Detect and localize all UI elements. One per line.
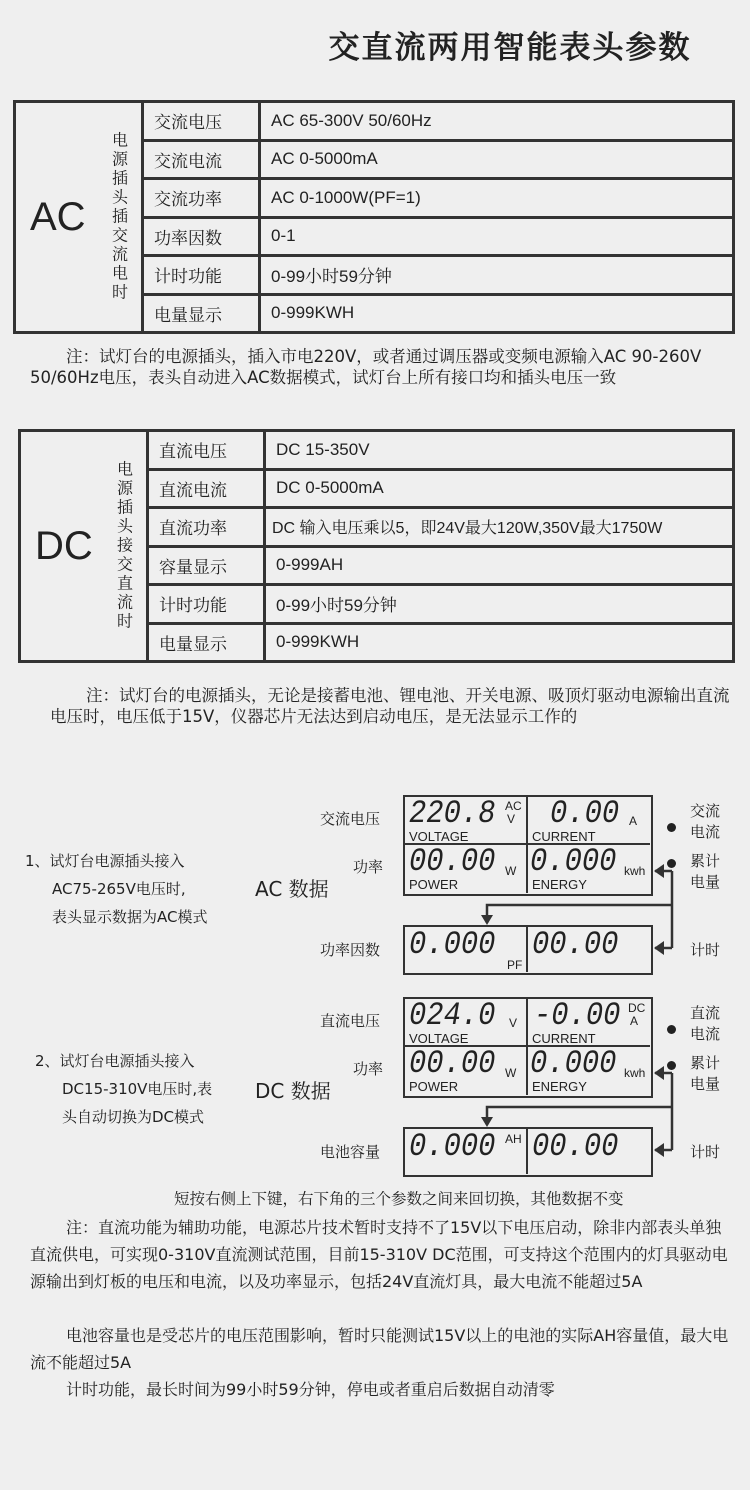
caption: ENERGY: [532, 877, 587, 892]
table-row: [15, 102, 734, 141]
label: 电量: [690, 1075, 721, 1093]
caption: POWER: [409, 1079, 459, 1094]
switch-arrows: [0, 997, 750, 1182]
caption: VOLTAGE: [409, 1031, 469, 1046]
timer-value: 00.00: [532, 1128, 619, 1165]
dc-diagram: [0, 997, 750, 1182]
row-label: 直流电压: [148, 431, 265, 470]
arrow-icon: [481, 1066, 664, 1157]
row-label: 功率因数: [143, 217, 260, 256]
voltage-value: 024.0: [409, 997, 496, 1034]
switch-note: 短按右侧上下键，右下角的三个参数之间来回切换，其他数据不变: [174, 1190, 624, 1208]
desc-line: 1、试灯台电源插头接入: [25, 852, 185, 870]
mode-label: DC: [35, 523, 93, 568]
voltage-value: 220.8: [409, 795, 496, 832]
row-value: DC 0-5000mA: [265, 469, 734, 508]
energy-value: 0.000: [530, 843, 617, 880]
unit: kwh: [624, 1066, 646, 1080]
label: 电量: [690, 873, 721, 891]
energy-value: 0.000: [530, 1045, 617, 1082]
caption: POWER: [409, 877, 459, 892]
row-value: AC 65-300V 50/60Hz: [260, 102, 734, 141]
row-label: 直流功率: [148, 508, 265, 547]
unit: V: [507, 812, 516, 826]
right-label: 计时: [690, 941, 721, 959]
dc-note: 注：试灯台的电源插头，无论是接蓄电池、锂电池、开关电源、吸顶灯驱动电源输出直流电压时，电压低于15V，仪器芯片无法达到启动电压，是无法显示工作的: [50, 686, 730, 726]
left-label: 功率因数: [320, 941, 381, 959]
desc-line: DC15-310V电压时,表: [62, 1080, 213, 1098]
row-value: 0-999KWH: [260, 294, 734, 333]
unit: PF: [507, 958, 523, 972]
mode-label: AC: [30, 194, 86, 239]
caption: VOLTAGE: [409, 829, 469, 844]
power-value: 00.00: [409, 843, 496, 880]
table-row: [20, 431, 734, 470]
current-value: 0.00: [550, 795, 620, 832]
left-label: 交流电压: [320, 810, 381, 828]
right-label: 计时: [690, 1143, 721, 1161]
unit: kwh: [624, 864, 646, 878]
row-label: 交流电流: [143, 140, 260, 179]
unit: W: [505, 864, 517, 878]
row-label: 计时功能: [143, 256, 260, 295]
row-label: 容量显示: [148, 546, 265, 585]
row-value: 0-999AH: [265, 546, 734, 585]
left-label: 电池容量: [320, 1143, 381, 1161]
current-value: -0.00: [534, 997, 621, 1034]
paragraph: 注：直流功能为辅助功能，电源芯片技术暂时支持不了15V以下电压启动，除非内部表头单独直流供电，可实现0-310V直流测试范围，目前15-310V DC范围，可支持这个范围内的灯具驱动电源输出到灯板的电压和电流，以及功率显示，包括24V直流灯具，最大电流不能超过5A: [30, 1218, 728, 1291]
unit: V: [509, 1016, 518, 1030]
row-value: AC 0-1000W(PF=1): [260, 179, 734, 218]
button-dot[interactable]: [667, 859, 676, 868]
row-label: 直流电流: [148, 469, 265, 508]
paragraph: 计时功能，最长时间为99小时59分钟，停电或者重启后数据自动清零: [66, 1380, 555, 1399]
unit: W: [505, 1066, 517, 1080]
row-label: 电量显示: [143, 294, 260, 333]
paragraph: 电池容量也是受芯片的电压范围影响，暂时只能测试15V以上的电池的实际AH容量值，最大电流不能超过5A: [30, 1326, 729, 1372]
row-value: AC 0-5000mA: [260, 140, 734, 179]
row-label: 电量显示: [148, 623, 265, 662]
desc-line: 表头显示数据为AC模式: [52, 908, 208, 926]
label: 累计: [690, 1054, 721, 1072]
caption: CURRENT: [532, 829, 596, 844]
button-dot[interactable]: [667, 1025, 676, 1034]
ac-note: 注：试灯台的电源插头，插入市电220V，或者通过调压器或变频电源输入AC 90-260V 50/60Hz电压，表头自动进入AC数据模式，试灯台上所有接口均和插头电压一致: [30, 347, 702, 387]
label: 电流: [690, 823, 721, 841]
row-value: 0-999KWH: [265, 623, 734, 662]
left-label: 直流电压: [320, 1012, 381, 1030]
dc-mode-label: DC 数据: [255, 1079, 331, 1103]
button-dot[interactable]: [667, 1061, 676, 1070]
dc-mode-cell: [20, 431, 148, 662]
timer-value: 00.00: [532, 926, 619, 963]
left-label: 功率: [353, 858, 384, 876]
caption: ENERGY: [532, 1079, 587, 1094]
button-dot[interactable]: [667, 823, 676, 832]
row-value: 0-99小时59分钟: [260, 256, 734, 295]
row-value: 0-1: [260, 217, 734, 256]
unit: DC: [628, 1001, 646, 1015]
row-label: 交流电压: [143, 102, 260, 141]
dc-spec-table: [18, 429, 735, 663]
right-label: [690, 1003, 720, 1045]
row-value: DC 输入电压乘以5，即24V最大120W,350V最大1750W: [265, 508, 734, 547]
pf-value: 0.000: [409, 926, 496, 963]
ac-mode-label: AC 数据: [255, 877, 329, 901]
switch-arrows: [0, 795, 750, 980]
side-label: 电源插头接交直流时: [116, 461, 133, 631]
label: 电流: [690, 1025, 721, 1043]
desc-line: AC75-265V电压时,: [52, 880, 186, 898]
unit: AC: [505, 799, 522, 813]
desc-line: 2、试灯台电源插头接入: [35, 1052, 195, 1070]
unit: A: [629, 814, 638, 828]
power-value: 00.00: [409, 1045, 496, 1082]
caption: CURRENT: [532, 1031, 596, 1046]
desc-line: 头自动切换为DC模式: [62, 1108, 205, 1126]
ac-mode-cell: [15, 102, 143, 333]
right-label: [690, 801, 720, 843]
capacity-value: 0.000: [409, 1128, 496, 1165]
unit: A: [630, 1014, 639, 1028]
right-label: [690, 851, 720, 893]
label: 交流: [690, 802, 721, 820]
ac-diagram: [0, 795, 750, 980]
label: 累计: [690, 852, 721, 870]
row-label: 计时功能: [148, 585, 265, 624]
right-label: [690, 1053, 720, 1095]
row-value: DC 15-350V: [265, 431, 734, 470]
left-label: 功率: [353, 1060, 384, 1078]
side-label: 电源插头插交流电时: [111, 132, 128, 302]
row-label: 交流功率: [143, 179, 260, 218]
page-title: 交直流两用智能表头参数: [328, 30, 692, 66]
row-value: 0-99小时59分钟: [265, 585, 734, 624]
arrow-icon: [481, 864, 664, 955]
label: 直流: [690, 1004, 721, 1022]
unit: AH: [505, 1132, 522, 1146]
ac-spec-table: [13, 100, 735, 334]
